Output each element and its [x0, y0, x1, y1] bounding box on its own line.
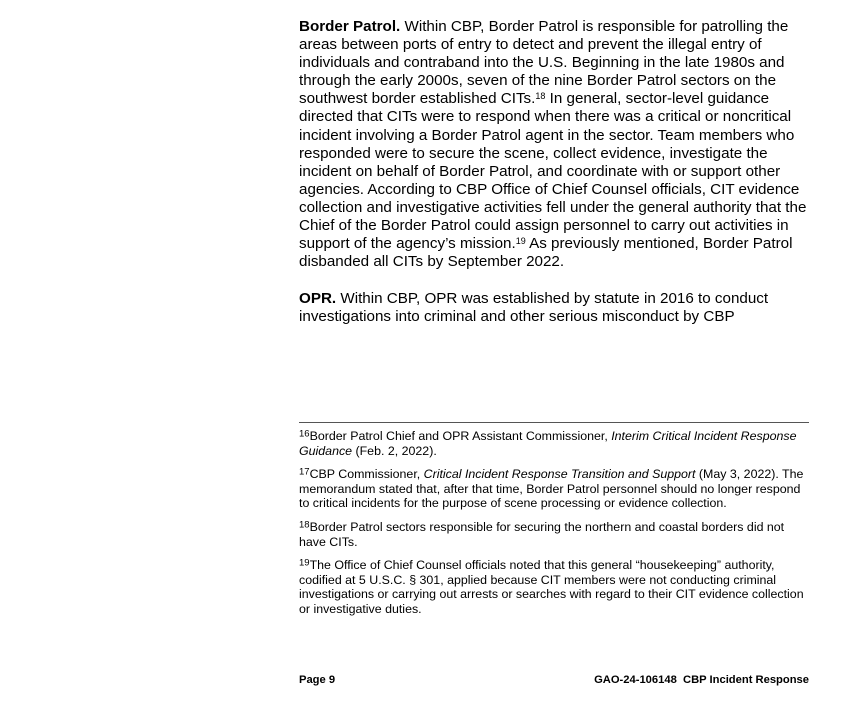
page-footer — [299, 674, 809, 686]
footnote-text: CBP Commissioner, — [309, 467, 424, 482]
footnote-number: 16 — [299, 428, 310, 440]
footnote-title: Interim Critical Incident Response Guidance — [299, 429, 797, 458]
footnote-17 — [299, 467, 809, 511]
footnote-number: 18 — [299, 519, 310, 531]
paragraph-opr — [299, 290, 811, 326]
paragraph-lead: OPR. — [299, 290, 337, 308]
footnote-ref-18[interactable]: 18 — [535, 91, 546, 102]
footnote-number: 17 — [299, 466, 310, 478]
body-text — [299, 18, 811, 327]
footnote-divider — [299, 422, 809, 423]
footnote-text: The Office of Chief Counsel officials noted that this general “housekeeping” authority, codified at 5 U.S.C. § 301, applied because CIT members were not conducting criminal investigations or carrying out arrests or searches with regard to their CIT evidence collection or investigative duties. — [299, 558, 804, 616]
paragraph-text: As previously mentioned, Border Patrol disbanded all CITs by September 2022. — [299, 235, 793, 271]
footnote-text: (May 3, 2022). The memorandum stated that, after that time, Border Patrol personnel should no longer respond to critical incidents for the purpose of scene processing or evidence collection. — [299, 467, 804, 511]
footnote-number: 19 — [299, 557, 310, 569]
paragraph-text: Within CBP, Border Patrol is responsible for patrolling the areas between ports of entry to detect and prevent the illegal entry of individuals and contraband into the U.S. Beginning in the late 1980s and through the early 2000s, seven of the nine Border Patrol sectors on the southwest border established CITs. — [299, 18, 789, 108]
footnote-ref-19[interactable]: 19 — [515, 236, 526, 247]
paragraph-lead: Border Patrol. — [299, 18, 401, 35]
footnote-text: Border Patrol sectors responsible for securing the northern and coastal borders did not have CITs. — [299, 519, 785, 549]
footnote-text: (Feb. 2, 2022). — [352, 443, 437, 458]
footnote-18 — [299, 520, 809, 549]
paragraph-border-patrol — [299, 18, 811, 271]
footnote-16 — [299, 429, 809, 458]
footnote-19 — [299, 558, 809, 616]
paragraph-text: Within CBP, OPR was established by statute in 2016 to conduct investigations into criminal and other serious misconduct by CBP — [299, 290, 769, 326]
paragraph-text: In general, sector-level guidance directed that CITs were to respond when there was a critical or noncritical incident involving a Border Patrol agent in the sector. Team members who responded were to secure the scene, collect evidence, investigate the incident on behalf of Border Patrol, and coordinate with or support other agencies. According to CBP Office of Chief Counsel officials, CIT evidence collection and investigative activities fell under the general authority that the Chief of the Border Patrol could assign personnel to carry out activities in support of the agency’s mission. — [299, 90, 807, 253]
footnote-title: Critical Incident Response Transition and Support — [423, 467, 696, 482]
footnote-text: Border Patrol Chief and OPR Assistant Commissioner, — [309, 429, 612, 443]
page-number: Page 9 — [299, 674, 336, 686]
report-label: GAO-24-106148 CBP Incident Response — [594, 674, 809, 686]
footnotes-section — [299, 422, 809, 626]
